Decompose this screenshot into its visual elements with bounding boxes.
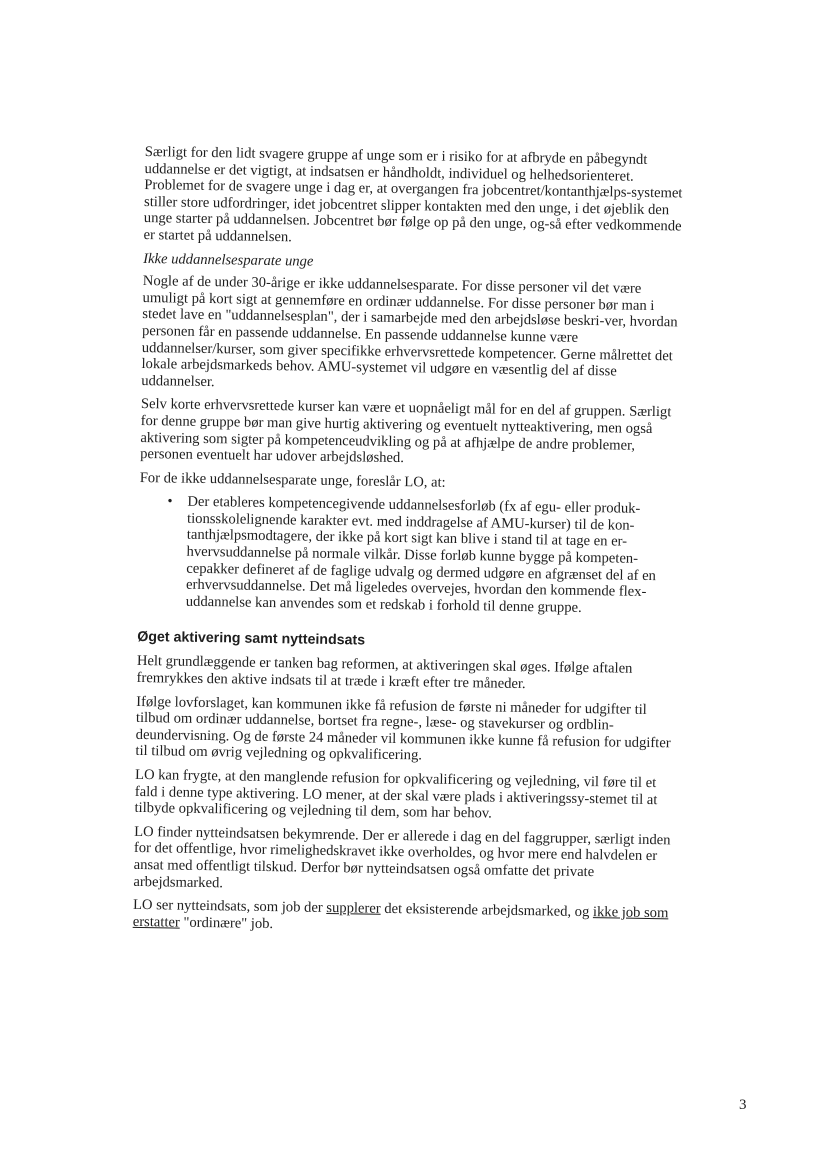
paragraph-9	[133, 897, 673, 939]
paragraph-8: LO finder nytteindsatsen bekymrende. Der er allerede i dag en del faggrupper, særligt inden for det offentlige, hvor rimelighedskravet ikke overholdes, og hvor mere end halvdelen er ansat med offentligt tilskud. Derfor bør nytteindsatsen også omfatte det private arbejdsmarked.	[133, 823, 671, 891]
paragraph-3: Selv korte erhvervsrettede kurser kan være et uopnåeligt mål for en del af gruppen. Særligt for denne gruppe bør man give hurtig aktivering og eventuelt nytteaktivering, men også aktivering som sigter på kompetenceudvikling og på at afhjælpe de andre problemer, personen eventuelt har udover arbejdsløshed.	[140, 396, 672, 467]
bullet-item	[167, 493, 680, 618]
underlined-supplerer: supplerer	[326, 900, 381, 917]
section-heading: Øget aktivering samt nytteindsats	[137, 629, 366, 649]
p9-text-2: det eksisterende arbejdsmarked, og	[380, 900, 594, 921]
document-body	[133, 144, 685, 946]
paragraph-4: For de ikke uddannelsesparate unge, foreslår LO, at:	[139, 469, 446, 491]
paragraph-2: Nogle af de under 30-årige er ikke uddannelsesparate. For disse personer vil det være umuligt på kort sigt at gennemføre en ordinær uddannelse. For disse personer bør man i stedet lave en "uddannelsesplan", der i samarbejde med den arbejdsløse beskri-ver, hvordan personen får en passende uddannelse. En passende uddannelse kunne være uddannelser/kurser, som giver specifikke erhvervsrettede kompetencer. Gerne målrettet det lokale arbejdsmarkeds behov. AMU-systemet vil udgøre en væsentlig del af disse uddannelser.	[141, 273, 678, 390]
paragraph-7: LO kan frygte, at den manglende refusion for opkvalificering og vejledning, vil føre til et fald i denne type aktivering. LO mener, at der skal være plads i aktiveringssy-stemet til at tilbyde opkvalificering og vejledning til dem, som har behov.	[134, 766, 658, 822]
underlined-ikke-job-som-erstatter: ikke job som erstatter	[132, 904, 669, 931]
p9-text-3: "ordinære" job.	[179, 914, 274, 932]
bullet-dot-icon: •	[167, 493, 173, 510]
p9-text-1: LO ser nytteindsats, som job der	[132, 897, 327, 917]
page-number: 3	[739, 1097, 747, 1113]
subheading-not-ready: Ikke uddannelsesparate unge	[143, 250, 314, 270]
bullet-text: Der etableres kompetencegivende uddannelsesforløb (fx af egu- eller produk-tionsskolelignende karakter evt. med inddragelse af AMU-kurser) til de kon-tanthjælpsmodtagere, der ikke på kort sigt kan blive i stand til at tage en er-hvervsuddannelse på normale vilkår. Disse forløb kunne bygge på kompeten-cepakker defineret af de faglige udvalg og dermed udgøre en afgrænset del af en erhvervsuddannelse. Det må ligeledes overvejes, hvordan den kommende flex-uddannelse kan anvendes som et redskab i forhold til denne gruppe.	[185, 493, 657, 616]
paragraph-6: Ifølge lovforslaget, kan kommunen ikke få refusion de første ni måneder for udgifter til tilbud om ordinær uddannelse, bortset fra regne-, læse- og stavekurser og ordblin-deundervisning. Og de første 24 måneder vil kommunen ikke kunne få refusion for udgifter til tilbud om øvrig vejledning og opkvalificering.	[135, 693, 671, 764]
bullet-list	[138, 493, 680, 618]
paragraph-5: Helt grundlæggende er tanken bag reformen, at aktiveringen skal øges. Ifølge aftalen fremrykkes den aktive indsats til at træde i kræft efter tre måneder.	[136, 653, 633, 693]
paragraph-1: Særligt for den lidt svagere gruppe af unge som er i risiko for at afbryde en påbegyndt uddannelse er det vigtigt, at indsatsen er håndholdt, individuel og helhedsorienteret. Problemet for de svagere unge i dag er, at overgangen fra jobcentret/kontanthjælps-systemet stiller store udfordringer, idet jobcentret slipper kontakten med den unge, i det øjeblik den unge starter på uddannelsen. Jobcentret bør følge op på den unge, og-så efter vedkommende er startet på uddannelsen.	[143, 144, 683, 246]
